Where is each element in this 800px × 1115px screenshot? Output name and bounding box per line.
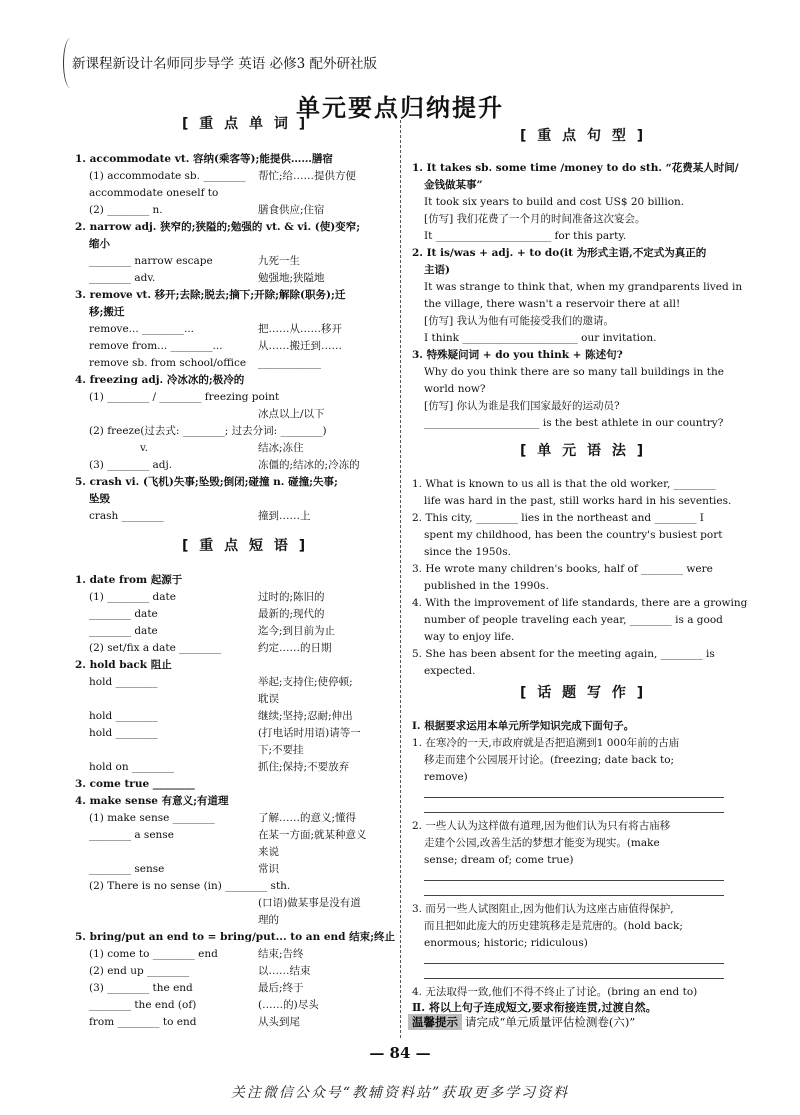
text-line: Why do you think there are so many tall buildings in the <box>424 366 724 378</box>
column-divider <box>400 120 401 1038</box>
text-line: enormous; historic; ridiculous) <box>424 937 588 949</box>
text-line: crash ________ <box>89 510 164 522</box>
meaning-text: 从……搬迁到…… <box>258 340 342 352</box>
text-line: (1) ________ date <box>89 591 176 603</box>
meaning-text: 结束;告终 <box>258 948 304 960</box>
tip-text: 请完成“单元质量评估检测卷(六)” <box>465 1015 636 1029</box>
text-line: It ______________________ for this party. <box>424 230 627 242</box>
meaning-text: 举起;支持住;使停顿; <box>258 676 353 688</box>
text-line: remove... ________... <box>89 323 195 335</box>
meaning-text: 冰点以上/以下 <box>258 408 325 420</box>
text-line: Ⅰ. 根据要求运用本单元所学知识完成下面句子。 <box>412 720 635 732</box>
text-line: It was strange to think that, when my grandparents lived in <box>424 281 743 293</box>
text-line: 5. crash vi. (飞机)失事;坠毁;倒闭;碰撞 n. 碰撞;失事; <box>75 476 338 488</box>
text-line: (2) ________ n. <box>89 204 163 216</box>
meaning-text: 以……结束 <box>258 965 311 977</box>
tip-label: 温馨提示 <box>408 1014 462 1030</box>
text-line: ________ adv. <box>89 272 156 284</box>
text-line: 1. It takes sb. some time /money to do sth. “花费某人时间/ <box>412 162 739 174</box>
text-line: 1. accommodate vt. 容纳(乘客等);能提供……膳宿 <box>75 153 333 165</box>
text-line: 3. He wrote many children's books, half of ________ were <box>412 563 713 575</box>
page-title: 单元要点归纳提升 <box>296 94 504 122</box>
text-line: spent my childhood, has been the country's busiest port <box>424 529 723 541</box>
meaning-text: 抓住;保持;不要放弃 <box>258 761 350 773</box>
text-line: the village, there wasn't a reservoir there at all! <box>424 298 681 310</box>
text-line: (2) set/fix a date ________ <box>89 642 222 654</box>
section-heading: [ 重 点 短 语 ] <box>182 538 309 554</box>
meaning-text: 帮忙;给……提供方便 <box>258 170 357 182</box>
text-line: (2) There is no sense (in) ________ sth. <box>89 880 291 892</box>
meaning-text: 结冰;冻住 <box>258 442 304 454</box>
text-line: ________ a sense <box>89 829 174 841</box>
meaning-text: 从头到尾 <box>258 1016 300 1028</box>
answer-line[interactable] <box>424 963 724 964</box>
text-line: 金钱做某事” <box>424 179 483 191</box>
meaning-text: 撞到……上 <box>258 510 311 522</box>
section-heading: [ 重 点 单 词 ] <box>182 116 309 132</box>
meaning-text: ____________ <box>258 357 321 369</box>
text-line: (1) ________ / ________ freezing point <box>89 391 280 403</box>
meaning-text: 膳食供应;住宿 <box>258 204 325 216</box>
text-line: accommodate oneself to <box>89 187 219 199</box>
text-line: ________ date <box>89 608 158 620</box>
text-line: 5. bring/put an end to = bring/put... to an end 结束;终止 <box>75 931 396 943</box>
text-line: 3. 特殊疑问词 + do you think + 陈述句? <box>412 349 623 361</box>
text-line: 缩小 <box>89 238 110 250</box>
meaning-text: 耽误 <box>258 693 279 705</box>
meaning-text: 继续;坚持;忍耐;伸出 <box>258 710 353 722</box>
meaning-text: 下;不要挂 <box>258 744 304 756</box>
meaning-text: 在某一方面;就某种意义 <box>258 829 367 841</box>
text-line: 2. It is/was + adj. + to do(it 为形式主语,不定式为真正的 <box>412 247 707 259</box>
text-line: ________ narrow escape <box>89 255 213 267</box>
page-number: — 84 — <box>369 1044 431 1062</box>
meaning-text: 勉强地;狭隘地 <box>258 272 325 284</box>
text-line: remove from... ________... <box>89 340 223 352</box>
text-line: 2. This city, ________ lies in the northeast and ________ I <box>412 512 704 524</box>
text-line: 3. remove vt. 移开;去除;脱去;摘下;开除;解除(职务);迁 <box>75 289 346 301</box>
writing-section-2: Ⅱ. 将以上句子连成短文,要求衔接连贯,过渡自然。 <box>412 1001 657 1014</box>
text-line: life was hard in the past, still works hard in his seventies. <box>424 495 732 507</box>
text-line: (1) accommodate sb. ________ <box>89 170 246 182</box>
tip-box <box>408 1014 635 1030</box>
meaning-text: (口语)做某事是没有道 <box>258 897 361 909</box>
answer-line[interactable] <box>424 978 724 979</box>
text-line: 2. hold back 阻止 <box>75 659 172 671</box>
text-line: since the 1950s. <box>424 546 511 558</box>
meaning-text: 理的 <box>258 914 279 926</box>
text-line: ________ sense <box>89 863 165 875</box>
meaning-text: 最新的;现代的 <box>258 608 325 620</box>
text-line: hold ________ <box>89 676 158 688</box>
text-line: v. <box>140 442 149 454</box>
text-line: I think ______________________ our invitation. <box>424 332 657 344</box>
text-line: (1) come to ________ end <box>89 948 218 960</box>
text-line: 4. With the improvement of life standards, there are a growing <box>412 597 748 609</box>
text-line: from ________ to end <box>89 1016 197 1028</box>
text-line: 2. narrow adj. 狭窄的;狭隘的;勉强的 vt. & vi. (使)变窄; <box>75 221 361 233</box>
text-line: way to enjoy life. <box>424 631 515 643</box>
text-line: sense; dream of; come true) <box>424 854 574 866</box>
text-line: 坠毁 <box>89 493 110 505</box>
meaning-text: 常识 <box>258 863 279 875</box>
meaning-text: 冻僵的;结冰的;冷冻的 <box>258 459 360 471</box>
meaning-text: (打电话时用语)请等一 <box>258 727 361 739</box>
text-line: 1. 在寒冷的一天,市政府就是否把追溯到1 000年前的古庙 <box>412 737 680 749</box>
text-line: expected. <box>424 665 476 677</box>
answer-line[interactable] <box>424 895 724 896</box>
section-heading: [ 重 点 句 型 ] <box>520 128 647 144</box>
text-line: 3. 而另一些人试图阻止,因为他们认为这座古庙值得保护, <box>412 903 674 915</box>
text-line: published in the 1990s. <box>424 580 549 592</box>
meaning-text: 来说 <box>258 846 279 858</box>
text-line: (3) ________ adj. <box>89 459 173 471</box>
text-line: 3. come true ________ <box>75 778 195 790</box>
text-line: hold ________ <box>89 727 158 739</box>
answer-line[interactable] <box>424 880 724 881</box>
text-line: 移;搬迁 <box>89 306 125 318</box>
answer-line[interactable] <box>424 812 724 813</box>
meaning-text: (……的)尽头 <box>258 999 319 1011</box>
meaning-text: 迄今;到目前为止 <box>258 625 336 637</box>
book-header: 新课程新设计名师同步导学 英语 必修3 配外研社版 <box>72 56 377 72</box>
text-line: (2) end up ________ <box>89 965 190 977</box>
text-line: (2) freeze(过去式: ________; 过去分词: ________) <box>89 425 327 437</box>
text-line: (3) ________ the end <box>89 982 193 994</box>
text-line: hold ________ <box>89 710 158 722</box>
text-line: remove) <box>424 771 468 783</box>
text-line: 4. make sense 有意义;有道理 <box>75 795 229 807</box>
footer-note: 关注微信公众号“教辅资料站”获取更多学习资料 <box>230 1085 570 1101</box>
text-line: ______________________ is the best athlete in our country? <box>424 417 724 429</box>
text-line: 1. What is known to us all is that the old worker, ________ <box>412 478 716 490</box>
text-line: It took six years to build and cost US$ 20 billion. <box>424 196 685 208</box>
text-line: world now? <box>424 383 486 395</box>
section-heading: [ 单 元 语 法 ] <box>520 443 647 459</box>
meaning-text: 了解……的意义;懂得 <box>258 812 357 824</box>
meaning-text: 九死一生 <box>258 255 300 267</box>
section-heading: [ 话 题 写 作 ] <box>520 685 647 701</box>
text-line: 1. date from 起源于 <box>75 574 183 586</box>
text-line: (1) make sense ________ <box>89 812 215 824</box>
text-line: 4. 无法取得一致,他们不得不终止了讨论。(bring an end to) <box>412 986 698 998</box>
text-line: [仿写] 我们花费了一个月的时间准备这次宴会。 <box>424 213 646 225</box>
text-line: 2. 一些人认为这样做有道理,因为他们认为只有将古庙移 <box>412 820 671 832</box>
text-line: 而且把如此庞大的历史建筑移走是荒唐的。(hold back; <box>424 920 683 932</box>
meaning-text: 把……从……移开 <box>258 323 342 335</box>
answer-line[interactable] <box>424 797 724 798</box>
text-line: ________ the end (of) <box>89 999 197 1011</box>
text-line: [仿写] 你认为谁是我们国家最好的运动员? <box>424 400 620 412</box>
meaning-text: 过时的;陈旧的 <box>258 591 325 603</box>
text-line: [仿写] 我认为他有可能接受我们的邀请。 <box>424 315 615 327</box>
text-line: 主语) <box>424 264 450 276</box>
text-line: 移走而建个公园展开讨论。(freezing; date back to; <box>424 754 675 766</box>
text-line: number of people traveling each year, ________ is a good <box>424 614 723 626</box>
text-line: remove sb. from school/office <box>89 357 247 369</box>
text-line: 5. She has been absent for the meeting again, ________ is <box>412 648 715 660</box>
meaning-text: 约定……的日期 <box>258 642 332 654</box>
text-line: 走建个公园,改善生活的梦想才能变为现实。(make <box>424 837 660 849</box>
text-line: hold on ________ <box>89 761 174 773</box>
text-line: 4. freezing adj. 冷冰冰的;极冷的 <box>75 374 245 386</box>
text-line: ________ date <box>89 625 158 637</box>
meaning-text: 最后;终于 <box>258 982 304 994</box>
